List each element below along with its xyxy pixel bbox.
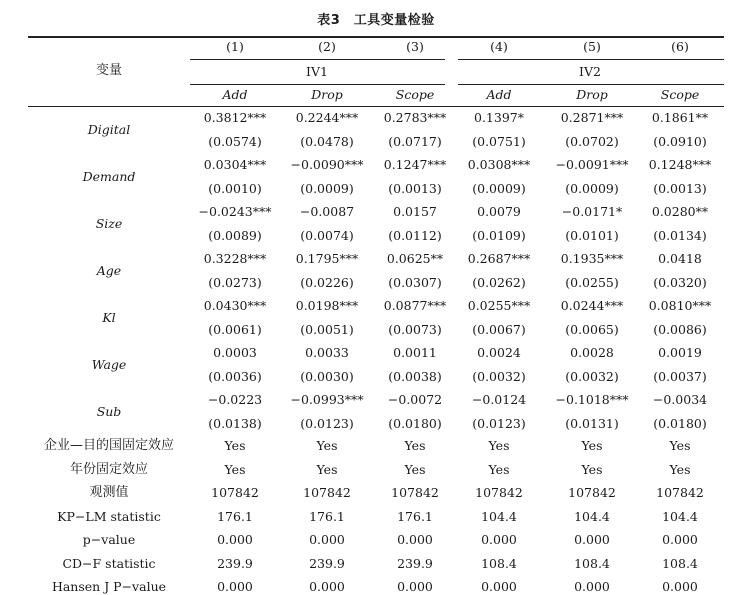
statistic-value: 107842 [656,485,704,500]
statistic-value: 107842 [303,485,351,500]
variable-name: Size [95,216,123,231]
coefficient-cell: −0.0243*** [198,204,272,219]
statistic-value: Yes [581,461,603,477]
coefficient-cell: 0.2244*** [295,110,359,125]
statistic-value: Yes [224,438,246,453]
coefficient-cell: −0.0091*** [555,157,629,172]
statistic-value: 0.000 [574,579,610,594]
standard-error-cell: (0.0180) [653,416,707,431]
coefficient-cell: 0.0877*** [383,298,447,313]
table-title: 表3 工具变量检验 [317,13,435,28]
statistic-value: 0.000 [309,579,345,594]
coefficient-cell: −0.0034 [652,392,708,407]
coefficient-cell: 0.3812*** [203,110,267,125]
statistic-value: 108.4 [481,555,517,571]
standard-error-cell: (0.0226) [300,275,354,290]
standard-error-cell: (0.0138) [208,416,262,431]
standard-error-cell: (0.0320) [653,275,707,290]
column-number: (6) [671,39,689,54]
standard-error-cell: (0.0574) [208,134,262,149]
standard-error-cell: (0.0073) [388,322,442,337]
coefficient-cell: 0.1248*** [648,157,712,172]
statistic-value: Yes [316,461,338,477]
standard-error-cell: (0.0013) [653,181,707,196]
coefficient-cell: 0.3228*** [203,251,267,266]
dependent-variable-label: Drop [576,87,608,102]
standard-error-cell: (0.0051) [300,322,354,337]
statistic-value: 0.000 [481,532,517,547]
coefficient-cell: 0.1397* [474,110,524,125]
statistic-value: 107842 [568,485,616,500]
standard-error-cell: (0.0010) [208,181,262,196]
iv2-group-rule [458,59,724,60]
coefficient-cell: 0.1247*** [383,157,447,172]
statistic-value: 0.000 [662,579,698,594]
statistic-value: Yes [224,461,246,477]
dependent-variable-label: Drop [311,87,343,102]
column-number: (5) [583,39,601,54]
dependent-variable-label: Scope [660,87,700,102]
standard-error-cell: (0.0123) [472,416,526,431]
coefficient-cell: 0.0157 [393,204,437,219]
coefficient-cell: −0.0072 [387,392,443,407]
statistic-value: 108.4 [662,555,698,571]
statistic-label: Hansen J P−value [51,579,167,594]
statistic-value: 239.9 [217,555,253,571]
coefficient-cell: 0.2871*** [560,110,624,125]
standard-error-cell: (0.0134) [653,228,707,243]
coefficient-cell: −0.0124 [471,392,527,407]
standard-error-cell: (0.0717) [388,134,442,149]
standard-error-cell: (0.0910) [653,134,707,149]
coefficient-cell: 0.1861** [651,110,709,125]
standard-error-cell: (0.0009) [472,181,526,196]
statistic-value: 104.4 [662,508,698,524]
standard-error-cell: (0.0032) [472,369,526,384]
statistic-value: 107842 [475,485,523,500]
header-bottom-rule [28,106,724,107]
statistic-value: 0.000 [217,579,253,594]
standard-error-cell: (0.0038) [388,369,442,384]
coefficient-cell: 0.2783*** [383,110,447,125]
coefficient-cell: 0.0280** [651,204,709,219]
standard-error-cell: (0.0067) [472,322,526,337]
coefficient-cell: 0.0028 [570,345,614,360]
standard-error-cell: (0.0032) [565,369,619,384]
variable-name: Digital [87,122,131,137]
variable-name: Kl [102,310,116,325]
statistic-value: 0.000 [662,532,698,547]
coefficient-cell: 0.0304*** [203,157,267,172]
statistic-value: 104.4 [574,508,610,524]
standard-error-cell: (0.0086) [653,322,707,337]
iv1-subgroup-rule [190,84,445,85]
statistic-value: 0.000 [481,579,517,594]
standard-error-cell: (0.0307) [388,275,442,290]
coefficient-cell: 0.1935*** [560,251,624,266]
coefficient-cell: −0.1018*** [555,392,629,407]
column-number: (4) [490,39,508,54]
statistic-label: KP−LM statistic [57,508,161,524]
statistic-value: 108.4 [574,555,610,571]
coefficient-cell: 0.0244*** [560,298,624,313]
statistic-value: 107842 [391,485,439,500]
standard-error-cell: (0.0089) [208,228,262,243]
statistic-value: 176.1 [397,508,433,524]
statistic-value: 176.1 [217,508,253,524]
statistic-value: 176.1 [309,508,345,524]
statistic-value: 239.9 [397,555,433,571]
standard-error-cell: (0.0074) [300,228,354,243]
standard-error-cell: (0.0255) [565,275,619,290]
coefficient-cell: 0.0625** [386,251,444,266]
statistic-value: Yes [581,438,603,453]
coefficient-cell: 0.0033 [305,345,349,360]
standard-error-cell: (0.0036) [208,369,262,384]
standard-error-cell: (0.0478) [300,134,354,149]
statistic-value: Yes [488,461,510,477]
top-rule [28,36,724,38]
variable-name: Age [96,263,122,278]
standard-error-cell: (0.0061) [208,322,262,337]
statistic-value: Yes [669,461,691,477]
coefficient-cell: 0.0079 [477,204,521,219]
standard-error-cell: (0.0702) [565,134,619,149]
dependent-variable-label: Add [222,87,248,102]
standard-error-cell: (0.0180) [388,416,442,431]
statistic-label: CD−F statistic [62,555,156,571]
standard-error-cell: (0.0013) [388,181,442,196]
coefficient-cell: 0.0198*** [295,298,359,313]
coefficient-cell: −0.0171* [561,204,623,219]
coefficient-cell: −0.0993*** [290,392,364,407]
statistic-value: Yes [316,438,338,453]
coefficient-cell: 0.0011 [393,345,437,360]
statistic-value: 0.000 [397,532,433,547]
statistic-value: 0.000 [309,532,345,547]
dependent-variable-label: Add [486,87,512,102]
standard-error-cell: (0.0112) [388,228,442,243]
group-label-iv2: IV2 [579,64,601,79]
standard-error-cell: (0.0037) [653,369,707,384]
standard-error-cell: (0.0131) [565,416,619,431]
standard-error-cell: (0.0065) [565,322,619,337]
statistic-value: Yes [669,438,691,453]
statistic-label: p−value [82,532,136,547]
statistic-label: 年份固定效应 [69,461,148,477]
dependent-variable-label: Scope [395,87,435,102]
standard-error-cell: (0.0273) [208,275,262,290]
statistic-value: 104.4 [481,508,517,524]
standard-error-cell: (0.0009) [565,181,619,196]
coefficient-cell: −0.0087 [299,204,355,219]
coefficient-cell: −0.0223 [207,392,263,407]
statistic-value: 0.000 [217,532,253,547]
standard-error-cell: (0.0101) [565,228,619,243]
statistic-value: Yes [404,461,426,477]
coefficient-cell: 0.1795*** [295,251,359,266]
coefficient-cell: 0.2687*** [467,251,531,266]
variable-name: Wage [91,357,127,372]
coefficient-cell: 0.0430*** [203,298,267,313]
coefficient-cell: 0.0308*** [467,157,531,172]
coefficient-cell: 0.0019 [658,345,702,360]
statistic-value: Yes [488,438,510,453]
standard-error-cell: (0.0030) [300,369,354,384]
coefficient-cell: −0.0090*** [290,157,364,172]
coefficient-cell: 0.0418 [658,251,702,266]
iv1-group-rule [190,59,445,60]
standard-error-cell: (0.0109) [472,228,526,243]
variable-name: Sub [96,404,122,419]
standard-error-cell: (0.0009) [300,181,354,196]
standard-error-cell: (0.0262) [472,275,526,290]
coefficient-cell: 0.0810*** [648,298,712,313]
standard-error-cell: (0.0751) [472,134,526,149]
statistic-value: 0.000 [574,532,610,547]
statistic-value: 239.9 [309,555,345,571]
column-number: (1) [226,39,244,54]
statistic-label: 观测值 [89,485,129,500]
column-number: (3) [406,39,424,54]
group-label-iv1: IV1 [306,64,328,79]
variable-header: 变量 [95,63,122,78]
variable-name: Demand [82,169,136,184]
standard-error-cell: (0.0123) [300,416,354,431]
statistic-value: 0.000 [397,579,433,594]
statistic-label: 企业—目的国固定效应 [43,438,174,453]
statistic-value: 107842 [211,485,259,500]
coefficient-cell: 0.0255*** [467,298,531,313]
column-number: (2) [318,39,336,54]
iv2-subgroup-rule [458,84,724,85]
coefficient-cell: 0.0003 [213,345,257,360]
statistic-value: Yes [404,438,426,453]
coefficient-cell: 0.0024 [477,345,521,360]
